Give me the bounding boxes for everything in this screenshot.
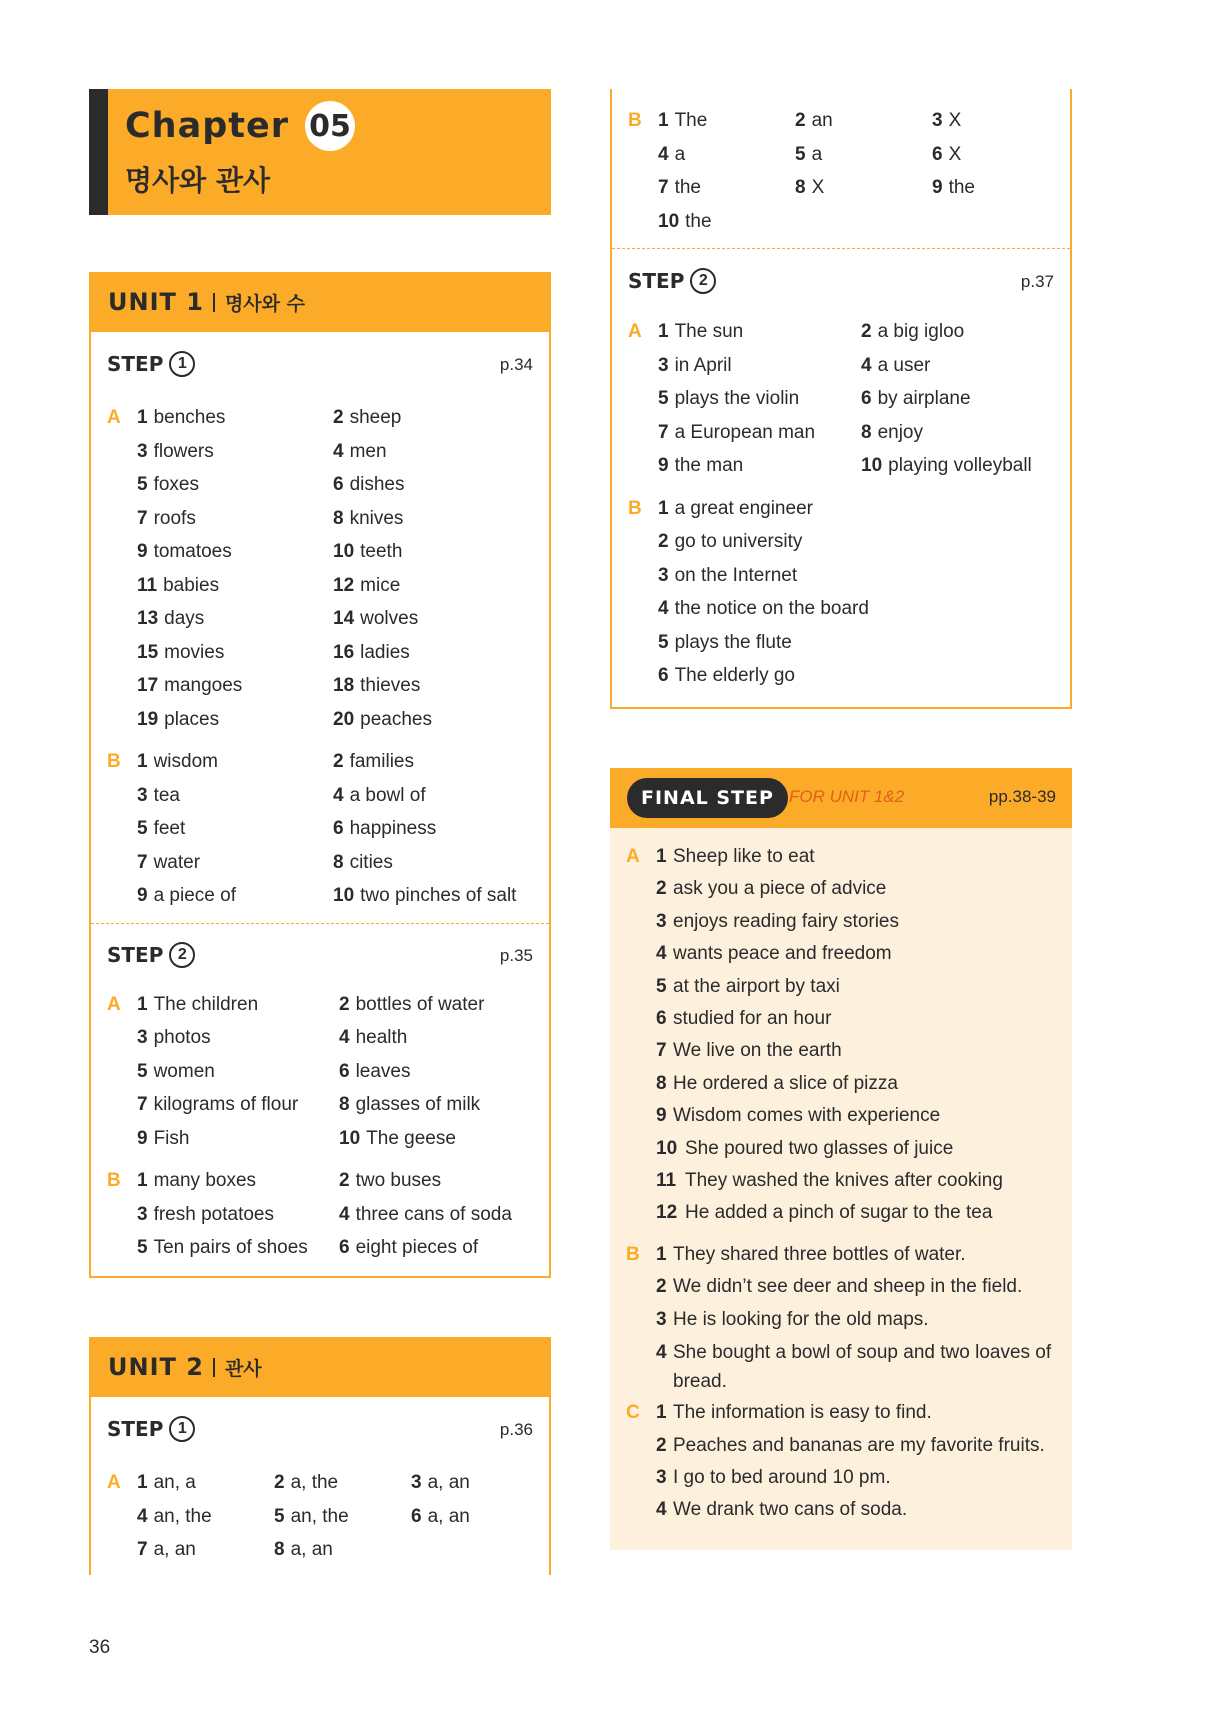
answer-item: 9 the <box>932 177 975 198</box>
unit2-panel-continued <box>610 89 1072 709</box>
final-step-header <box>610 768 1072 828</box>
answer-item: 10 playing volleyball <box>861 455 1032 476</box>
answer-list <box>656 1239 1056 1396</box>
answer-item: 10 teeth <box>333 541 403 562</box>
answer-item: 3 a, an <box>411 1472 470 1493</box>
answer-item: 3 photos <box>137 1027 211 1048</box>
section-letter: A <box>107 993 121 1015</box>
unit1-subtitle: 명사와 수 <box>224 292 305 315</box>
answer-grid <box>658 492 1070 693</box>
answer-item: 7 a, an <box>137 1539 196 1560</box>
answer-item: 1 a great engineer <box>658 497 813 519</box>
final-section-c <box>610 1397 1072 1527</box>
final-section-b <box>610 1239 1072 1396</box>
answer-item: 3 fresh potatoes <box>137 1203 274 1225</box>
page-ref: p.34 <box>499 355 533 374</box>
chapter-subtitle: 명사와 관사 <box>125 164 270 197</box>
section-letter: B <box>628 497 642 519</box>
chapter-number-badge: 05 <box>305 101 355 151</box>
answer-item: 4 a user <box>861 354 931 376</box>
answer-item: 4 a bowl of <box>333 784 426 806</box>
answer-item: 3 in April <box>658 354 732 376</box>
answer-item: 1 The <box>658 110 708 131</box>
answer-item: 1 wisdom <box>137 751 218 772</box>
answer-item: 20 peaches <box>333 708 432 730</box>
unit2-step1-section-a <box>91 1466 549 1567</box>
answer-item: 6 happiness <box>333 818 437 839</box>
step-label: STEP <box>107 942 164 967</box>
final-step-label: FINAL STEP <box>627 778 788 818</box>
answer-item: 7 roofs <box>137 507 196 529</box>
section-letter: B <box>107 751 121 772</box>
section-divider <box>612 248 1070 249</box>
answer-item: 7 kilograms of flour <box>137 1094 299 1115</box>
answer-item: 9 a piece of <box>137 885 236 906</box>
answer-item: 5 plays the flute <box>658 631 792 653</box>
answer-item: 2 a big igloo <box>861 321 965 342</box>
answer-item: 3 flowers <box>137 440 214 462</box>
answer-item: 8 glasses of milk <box>339 1094 481 1115</box>
answer-item: 4 wants peace and freedom <box>656 943 892 965</box>
answer-item: 4 She bought a bowl of soup and two loaves of bread. <box>656 1342 1052 1393</box>
answer-item: 6 by airplane <box>861 388 971 409</box>
answer-item: 4 three cans of soda <box>339 1203 512 1225</box>
section-letter: A <box>628 321 642 342</box>
section-letter: A <box>107 1472 121 1493</box>
unit1-step2-section-b <box>91 1164 549 1265</box>
answer-list <box>656 841 1056 1230</box>
answer-item: 11 They washed the knives after cooking <box>656 1170 1003 1192</box>
unit2-step2-section-b <box>612 492 1070 693</box>
answer-item: 3 on the Internet <box>658 564 798 586</box>
page-ref: p.37 <box>1020 272 1054 291</box>
final-step-for: FOR UNIT 1&2 <box>789 787 905 806</box>
answer-item: 16 ladies <box>333 641 410 663</box>
section-letter: A <box>626 846 640 867</box>
step-number: 2 <box>169 942 195 968</box>
answer-item: 6 eight pieces of <box>339 1237 479 1258</box>
answer-item: 4 an, the <box>137 1505 212 1527</box>
answer-item: 19 places <box>137 708 220 730</box>
answer-item: 9 tomatoes <box>137 541 232 562</box>
answer-item: 1 The information is easy to find. <box>656 1402 932 1424</box>
answer-item: 1 The children <box>137 993 259 1015</box>
unit2-step1-section-b <box>612 104 1070 238</box>
answer-item: 5 foxes <box>137 474 199 495</box>
answer-item: 7 the <box>658 177 701 198</box>
unit2-step2-header <box>612 266 1070 300</box>
answer-item: 3 He is looking for the old maps. <box>656 1308 929 1330</box>
answer-item: 14 wolves <box>333 608 419 629</box>
answer-item: 15 movies <box>137 641 225 663</box>
answer-item: 3 tea <box>137 784 180 806</box>
answer-item: 8 a, an <box>274 1539 333 1560</box>
answer-item: 4 the notice on the board <box>658 598 869 619</box>
step-label: STEP <box>107 1417 164 1441</box>
answer-item: 10 She poured two glasses of juice <box>656 1137 954 1159</box>
page-number: 36 <box>89 1637 111 1658</box>
answer-item: 9 Fish <box>137 1127 190 1149</box>
step-number: 1 <box>169 1416 195 1442</box>
answer-item: 2 two buses <box>339 1170 442 1191</box>
answer-item: 10 The geese <box>339 1127 456 1149</box>
final-step-panel <box>610 768 1072 1550</box>
unit1-step1-header <box>91 349 549 383</box>
chapter-bar <box>89 89 108 215</box>
step-number: 1 <box>169 351 195 377</box>
answer-item: 10 two pinches of salt <box>333 885 517 906</box>
chapter-title <box>125 101 355 151</box>
page-ref: p.35 <box>499 945 533 965</box>
answer-item: 6 a, an <box>411 1505 470 1527</box>
answer-item: 7 a European man <box>658 421 816 443</box>
answer-item: 1 Sheep like to eat <box>656 846 815 867</box>
unit1-separator <box>213 293 215 312</box>
unit2-panel <box>89 1337 551 1575</box>
answer-grid <box>137 1164 549 1265</box>
section-letter: C <box>626 1402 640 1424</box>
answer-item: 1 They shared three bottles of water. <box>656 1243 966 1265</box>
step-number: 2 <box>690 268 716 294</box>
answer-item: 5 a <box>795 143 823 165</box>
unit2-separator <box>213 1358 215 1377</box>
answer-item: 5 feet <box>137 818 186 839</box>
answer-item: 4 We drank two cans of soda. <box>656 1499 908 1521</box>
answer-grid <box>137 745 549 913</box>
section-letter: B <box>628 110 642 131</box>
answer-grid <box>137 401 549 736</box>
answer-item: 1 The sun <box>658 321 744 342</box>
unit1-step2-header <box>91 940 549 974</box>
answer-item: 9 Wisdom comes with experience <box>656 1105 941 1127</box>
answer-list <box>656 1397 1056 1527</box>
answer-item: 2 go to university <box>658 531 803 552</box>
answer-item: 6 The elderly go <box>658 665 795 686</box>
answer-item: 2 a, the <box>274 1472 339 1493</box>
answer-item: 2 an <box>795 110 833 131</box>
answer-item: 2 bottles of water <box>339 993 485 1015</box>
answer-item: 8 enjoy <box>861 421 923 443</box>
answer-item: 18 thieves <box>333 675 421 696</box>
answer-item: 8 cities <box>333 851 393 873</box>
unit1-panel <box>89 272 551 1278</box>
chapter-header <box>89 89 551 215</box>
answer-item: 5 at the airport by taxi <box>656 975 840 997</box>
unit2-step1-header <box>91 1414 549 1448</box>
answer-grid <box>658 104 1070 238</box>
answer-item: 7 We live on the earth <box>656 1040 842 1062</box>
answer-item: 10 the <box>658 210 712 232</box>
unit2-header <box>91 1337 549 1397</box>
answer-item: 4 a <box>658 143 686 165</box>
unit1-header <box>91 272 549 332</box>
section-letter: B <box>626 1243 640 1265</box>
answer-item: 7 water <box>137 851 201 873</box>
answer-item: 8 X <box>795 177 825 198</box>
step-label: STEP <box>628 269 685 293</box>
section-letter: B <box>107 1170 121 1191</box>
answer-item: 3 I go to bed around 10 pm. <box>656 1466 891 1488</box>
unit1-title: UNIT 1 <box>108 288 204 316</box>
answer-grid <box>137 988 549 1156</box>
answer-item: 2 We didn’t see deer and sheep in the field. <box>656 1276 1023 1298</box>
unit1-step1-section-b <box>91 745 549 913</box>
answer-item: 5 Ten pairs of shoes <box>137 1237 308 1258</box>
answer-item: 13 days <box>137 608 205 629</box>
answer-item: 8 He ordered a slice of pizza <box>656 1072 898 1094</box>
answer-item: 11 babies <box>137 574 220 596</box>
section-divider <box>91 923 549 924</box>
answer-grid <box>658 315 1070 483</box>
answer-item: 17 mangoes <box>137 675 243 696</box>
chapter-word: Chapter <box>125 106 290 146</box>
answer-item: 5 an, the <box>274 1505 349 1527</box>
answer-item: 5 women <box>137 1060 215 1082</box>
answer-item: 2 Peaches and bananas are my favorite fruits. <box>656 1434 1045 1456</box>
page-ref: pp.38-39 <box>988 787 1056 806</box>
answer-item: 9 the man <box>658 455 744 476</box>
step-label: STEP <box>107 352 164 376</box>
answer-item: 3 enjoys reading fairy stories <box>656 910 899 932</box>
answer-item: 4 men <box>333 440 387 462</box>
answer-item: 1 an, a <box>137 1472 196 1493</box>
answer-item: 5 plays the violin <box>658 388 800 409</box>
answer-item: 6 X <box>932 143 962 165</box>
final-section-a <box>610 841 1072 1230</box>
answer-item: 2 families <box>333 751 414 772</box>
answer-item: 1 benches <box>137 407 226 428</box>
section-letter: A <box>107 407 121 428</box>
unit2-title: UNIT 2 <box>108 1353 204 1381</box>
answer-item: 4 health <box>339 1027 408 1048</box>
answer-item: 1 many boxes <box>137 1170 257 1191</box>
answer-item: 12 mice <box>333 574 401 596</box>
answer-item: 8 knives <box>333 507 404 529</box>
answer-item: 6 leaves <box>339 1060 411 1082</box>
page-ref: p.36 <box>499 1420 533 1439</box>
unit2-step2-section-a <box>612 315 1070 483</box>
answer-item: 12 He added a pinch of sugar to the tea <box>656 1202 993 1224</box>
unit1-step2-section-a <box>91 988 549 1156</box>
unit1-step1-section-a <box>91 401 549 736</box>
answer-item: 2 ask you a piece of advice <box>656 878 887 900</box>
unit2-subtitle: 관사 <box>224 1357 262 1380</box>
answer-grid <box>137 1466 549 1567</box>
answer-item: 3 X <box>932 110 962 131</box>
answer-item: 6 dishes <box>333 474 405 495</box>
answer-item: 6 studied for an hour <box>656 1008 832 1030</box>
answer-item: 2 sheep <box>333 407 402 428</box>
